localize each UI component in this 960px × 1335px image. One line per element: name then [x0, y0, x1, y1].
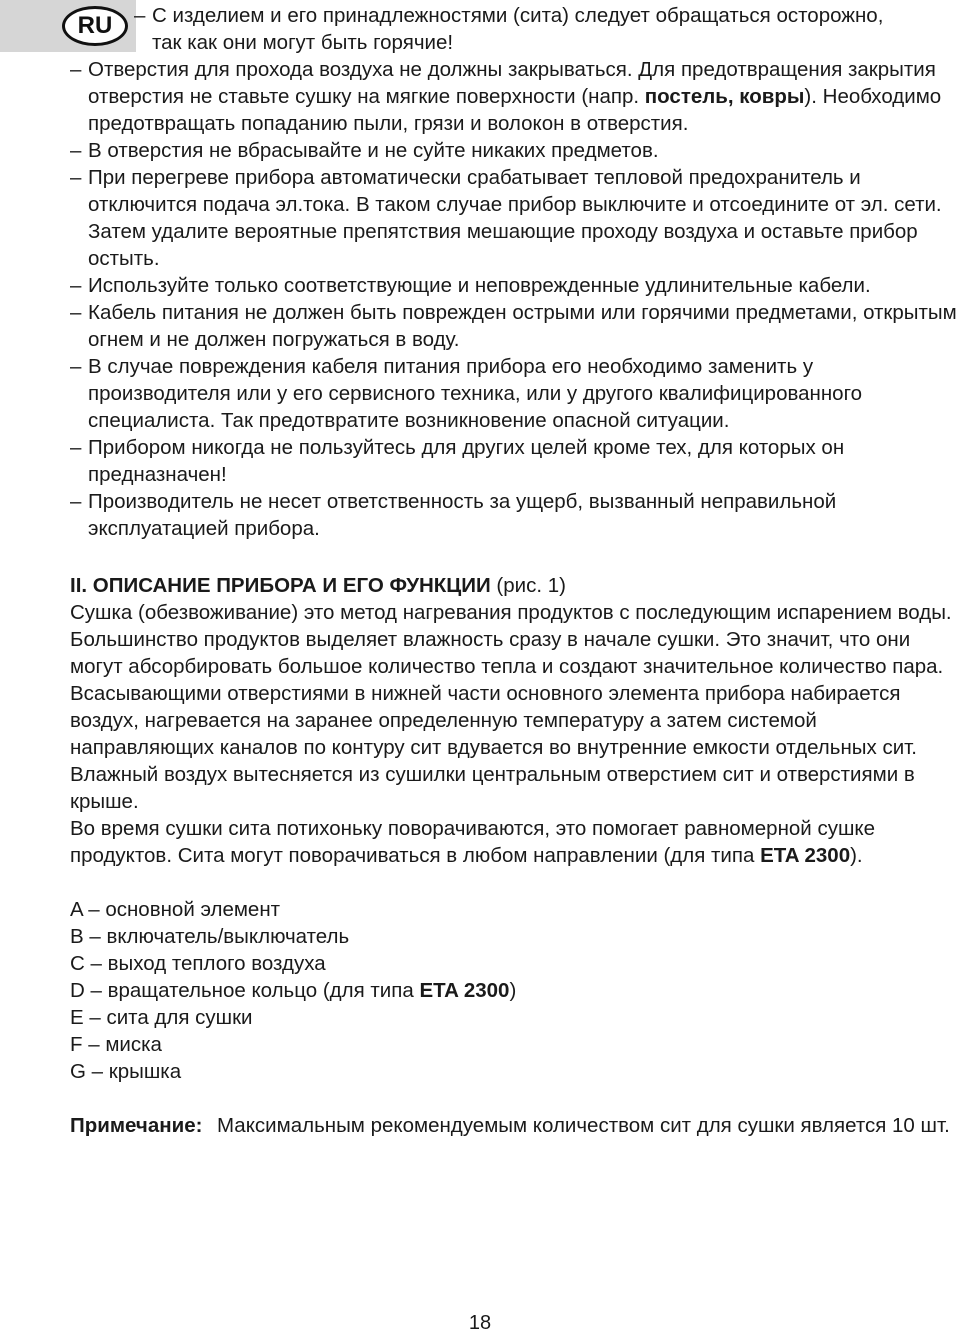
legend-item [70, 977, 960, 1004]
dash: – [134, 4, 146, 27]
legend-item-text: ) [509, 979, 517, 1002]
note-text: Максимальным рекомендуемым количеством сит для сушки является 10 шт. [217, 1114, 950, 1137]
legend-item: G – крышка [70, 1060, 182, 1083]
list-item-text: Прибором никогда не пользуйтесь для других целей кроме тех, для которых он предназначен! [88, 436, 845, 486]
note-label: Примечание: [70, 1114, 203, 1137]
dash: – [70, 166, 82, 189]
legend-item: B – включатель/выключатель [70, 925, 350, 948]
list-item [0, 2, 960, 56]
dash: – [70, 274, 82, 297]
list-item-bold-text: постель, ковры [644, 85, 805, 108]
language-badge: RU [62, 6, 128, 46]
legend-item: A – основной элемент [70, 898, 281, 921]
list-item [70, 488, 960, 542]
dash: – [70, 490, 82, 513]
model-name: ETA 2300 [760, 844, 851, 867]
page-number: 18 [468, 1312, 492, 1334]
list-item [70, 137, 960, 164]
list-item-text: Производитель не несет ответственность за ущерб, вызванный неправильной эксплуатацией прибора. [88, 490, 837, 540]
section-paragraph [70, 815, 960, 869]
list-item-text: ). Необходимо предотвращать попаданию пыли, грязи и волокон в отверстия. [88, 85, 942, 135]
list-item-text: С изделием и его принадлежностями (сита) следует обращаться осторожно, [152, 4, 884, 27]
section-heading [70, 572, 960, 599]
parts-legend [70, 896, 960, 1085]
dash: – [70, 301, 82, 324]
list-item [70, 353, 960, 434]
list-item [70, 56, 960, 137]
note [70, 1112, 960, 1139]
list-item [70, 434, 960, 488]
section-title-suffix: (рис. 1) [490, 574, 566, 597]
dash: – [70, 58, 82, 81]
legend-item-text: D – вращательное кольцо (для типа [70, 979, 420, 1002]
list-item-text: Используйте только соответствующие и неповрежденные удлинительные кабели. [88, 274, 871, 297]
section-title: II. ОПИСАНИЕ ПРИБОРА И ЕГО ФУНКЦИИ [70, 574, 491, 597]
list-item [70, 272, 960, 299]
page-content [70, 2, 960, 1139]
dash: – [70, 139, 82, 162]
section-paragraph: Сушка (обезвоживание) это метод нагревания продуктов с последующим испарением воды. Большинство продуктов выделяет влажность сразу в начале сушки. Это значит, что они могут абсорбировать большое количество тепла и создают значительное количество пара. Всасывающими отверстиями в нижней части основного элемента прибора набирается воздух, нагревается на заранее определенную температуру а затем системой направляющих каналов по контуру сит вдувается во внутренние емкости отдельных сит. Влажный воздух вытесняется из сушилки центральным отверстием сит и отверстиями в крыше. [70, 601, 952, 813]
list-item-text: В случае повреждения кабеля питания прибора его необходимо заменить у производителя или у его сервисного техника, или у другого квалифицированного специалиста. Так предотвратите возникновение опасной ситуации. [88, 355, 863, 432]
paragraph-text: ). [850, 844, 863, 867]
list-item-text: так как они могут быть горячие! [152, 31, 454, 54]
list-item [70, 299, 960, 353]
list-item-text: При перегреве прибора автоматически срабатывает тепловой предохранитель и отключится подача эл.тока. В таком случае прибор выключите и отсоедините от эл. сети. Затем удалите вероятные препятствия мешающие проходу воздуха и оставьте прибор остыть. [88, 166, 942, 270]
dash: – [70, 436, 82, 459]
legend-item: E – сита для сушки [70, 1006, 253, 1029]
dash: – [70, 355, 82, 378]
list-item [70, 164, 960, 272]
model-name: ETA 2300 [419, 979, 510, 1002]
legend-item: F – миска [70, 1033, 162, 1056]
list-item-text: Отверстия для прохода воздуха не должны закрываться. Для предотвращения закрытия отверстия не ставьте сушку на мягкие поверхности (напр. [88, 58, 936, 108]
list-item-text: В отверстия не вбрасывайте и не суйте никаких предметов. [88, 139, 659, 162]
paragraph-text: Во время сушки сита потихоньку поворачиваются, это помогает равномерной сушке продуктов. Сита могут поворачиваться в любом направлении (для типа [70, 817, 875, 867]
list-item-text: Кабель питания не должен быть поврежден острыми или горячими предметами, открытым огнем и не должен погружаться в воду. [88, 301, 957, 351]
legend-item: C – выход теплого воздуха [70, 952, 326, 975]
